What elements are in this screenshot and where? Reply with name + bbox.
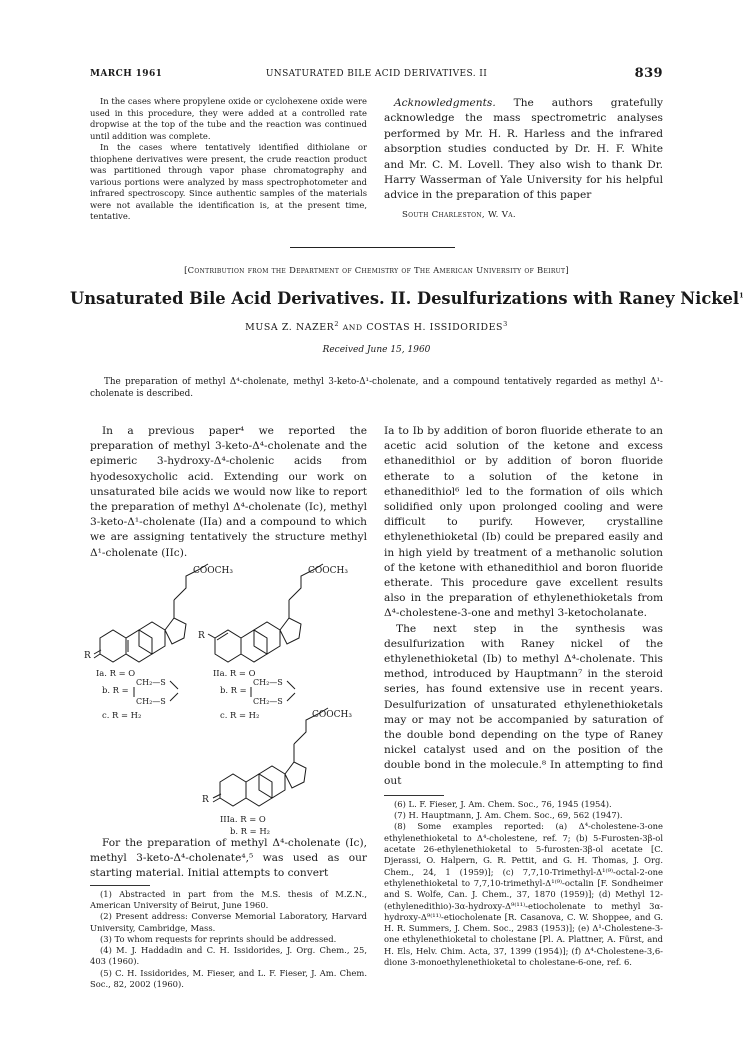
body-paragraph: For the preparation of methyl Δ⁴-cholenate (Ic), methyl 3-keto-Δ⁴-cholenate⁴,⁵ was used as our starting material. Initial attempts to convert xyxy=(90,837,367,880)
author-name: COSTAS H. ISSIDORIDES xyxy=(366,322,504,333)
structure-iii-r-label: R xyxy=(202,795,209,805)
footnote: (8) Some examples reported: (a) Δ⁴-cholestene-3-one ethylenethioketal to Δ⁴-cholestene, ref. 7; (b) 5-Furosten-3β-ol acetate 26-ethylenethioketal to 5-furosten-3β-ol acetate [C. Djerassi, O. Halpern, G. R. Pettit, and G. H. Thomas, J. Org. Chem., 24, 1 (1959)]; (c) 7,7,10-Trimethyl-Δ¹⁽⁹⁾-octal-2-one ethylenethioketal to 7,7,10-trimethyl-Δ¹⁽⁹⁾-octalin [F. Sondheimer and S. Wolfe, Can. J. Chem., 37, 1870 (1959)]; (d) Methyl 12-(ethylenedithio)-3α-hydroxy-Δ⁹⁽¹¹⁾-etiocholenate to methyl 3α-hydroxy-Δ⁹⁽¹¹⁾-etiocholenate [R. Casanova, C. W. Shoppee, and G. H. R. Summers, J. Chem. Soc., 2983 (1953)]; (e) Δ¹-Cholestene-3-one ethylenethioketal to cholestane [Pl. A. Plattner, A. Fürst, and H. Els, Helv. Chim. Acta, 37, 1399 (1954)]; (f) Δ⁴-Cholestene-3,6-dione 3-monoethylenethioketal to cholestane-6-one, ref. 6. xyxy=(384,821,663,968)
experimental-notes xyxy=(90,96,367,223)
structure-iii-label-b: b. R = H₂ xyxy=(230,826,270,836)
structure-iii-substituent: COOCH₃ xyxy=(312,710,352,720)
left-column-bottom xyxy=(90,836,367,990)
structure-ii-skeleton xyxy=(208,564,323,662)
footnote: (4) M. J. Haddadin and C. H. Issidorides, J. Org. Chem., 25, 403 (1960). xyxy=(90,945,367,967)
acknowledgments-section xyxy=(384,96,663,220)
structure-iii-label-a: IIIa. R = O xyxy=(220,814,266,824)
title-footnote-mark: 1 xyxy=(739,291,744,300)
structure-i-label-b: b. R = xyxy=(102,685,129,695)
structure-i-skeleton xyxy=(94,564,208,662)
body-paragraph: The next step in the synthesis was desulfurization with Raney nickel of the ethylenethioketal (Ib) to methyl Δ⁴-cholenate. This method, introduced by Hauptmann⁷ in the steroid series, has found extensive use in recent years. Desulfurization of unsaturated ethylenethioketals may or may not be accompanied by saturation of the double bond depending on the type of Raney nickel catalyst used and on the position of the double bond in the molecule.⁸ In attempting to find out xyxy=(384,622,663,787)
abstract xyxy=(90,376,663,401)
author-footnote-mark: 2 xyxy=(334,319,340,328)
right-footnotes xyxy=(384,799,663,968)
footnote: (7) H. Hauptmann, J. Am. Chem. Soc., 69, 562 (1947). xyxy=(394,810,623,821)
running-head-date: MARCH 1961 xyxy=(90,69,163,79)
author-conjunction: AND xyxy=(342,323,363,332)
running-head xyxy=(90,66,663,86)
structure-ii-label-b: b. R = xyxy=(220,685,247,695)
section-divider xyxy=(290,247,455,248)
structure-i-label-c: c. R = H₂ xyxy=(102,710,142,720)
footnote: (2) Present address: Converse Memorial Laboratory, Harvard University, Cambridge, Mass. xyxy=(90,911,367,933)
abstract-text: The preparation of methyl Δ⁴-cholenate, methyl 3-keto-Δ¹-cholenate, and a compound tentatively regarded as methyl Δ¹-cholenate is described. xyxy=(90,377,663,400)
body-paragraph: In a previous paper⁴ we reported the preparation of methyl 3-keto-Δ⁴-cholenate and the epimeric 3-hydroxy-Δ⁴-cholenic acids from hyodesoxycholic acid. Extending our work on unsaturated bile acids we would now like to report the preparation of methyl Δ⁴-cholenate (Ic), methyl 3-keto-Δ¹-cholenate (IIa) and a compound to which we are assigning tentatively the structure methyl Δ¹-cholenate (IIc). xyxy=(90,425,367,559)
running-head-title: UNSATURATED BILE ACID DERIVATIVES. II xyxy=(265,69,488,79)
footnote: (5) C. H. Issidorides, M. Fieser, and L. F. Fieser, J. Am. Chem. Soc., 82, 2002 (1960). xyxy=(90,967,367,989)
intro-text xyxy=(90,424,367,561)
structure-ii-label-a: IIa. R = O xyxy=(213,668,256,678)
structure-i-substituent: COOCH₃ xyxy=(193,566,233,576)
contribution-line: [Contribution from the Department of Chemistry of The American University of Beirut] xyxy=(184,265,569,275)
structure-ii-label-c: c. R = H₂ xyxy=(220,710,260,720)
structure-ii-substituent: COOCH₃ xyxy=(308,566,348,576)
structure-i-label-a: Ia. R = O xyxy=(96,668,136,678)
affiliation-place: South Charleston, W. Va. xyxy=(402,209,516,220)
author-name: MUSA Z. NAZER xyxy=(245,322,335,333)
author-line xyxy=(90,319,663,333)
footnote-divider xyxy=(384,795,444,796)
structure-ii-dithio-bottom: CH₂—S xyxy=(253,697,283,706)
note-paragraph: In the cases where tentatively identified dithiolane or thiophene derivatives were present, the crude reaction product was partitioned through vapor phase chromatography and various portions were analyzed by mass spectrophotometer and infrared spectroscopy. Since authentic samples of the materials were not available the identification is, at the present time, tentative. xyxy=(90,142,367,221)
structure-i-dithio-bottom: CH₂—S xyxy=(136,697,166,706)
footnote-divider xyxy=(90,885,150,886)
acknowledgments-heading: Acknowledgments. xyxy=(394,97,496,109)
structure-iii-skeleton xyxy=(213,708,328,806)
structure-diagrams xyxy=(84,552,367,837)
footnote: (1) Abstracted in part from the M.S. thesis of M.Z.N., American University of Beirut, June 1960. xyxy=(90,888,367,910)
page-number: 839 xyxy=(634,66,663,81)
note-paragraph: In the cases where propylene oxide or cyclohexene oxide were used in this procedure, they were added at a controlled rate dropwise at the top of the tube and the reaction was continued until addition was complete. xyxy=(90,96,367,141)
acknowledgments-text: The authors gratefully acknowledge the mass spectrometric analyses performed by Mr. H. R. Harless and the infrared absorption studies conducted by Dr. H. F. White and Mr. C. M. Lovell. They also wish to thank Dr. Harry Wasserman of Yale University for his helpful advice in the preparation of this paper xyxy=(384,97,663,202)
footnote: (3) To whom requests for reprints should be addressed. xyxy=(100,933,337,944)
left-footnotes xyxy=(90,889,367,991)
structure-ii-r-label: R xyxy=(198,631,205,641)
author-footnote-mark: 3 xyxy=(503,319,508,328)
article-title xyxy=(70,289,744,308)
right-column xyxy=(384,424,663,968)
article-title-text: Unsaturated Bile Acid Derivatives. II. Desulfurizations with Raney Nickel xyxy=(70,289,740,308)
steroid-structures xyxy=(84,552,367,837)
acknowledgments-paragraph xyxy=(384,96,663,204)
structure-i-r-label: R xyxy=(84,651,91,661)
structure-i-dithio-top: CH₂—S xyxy=(136,678,166,687)
structure-ii-dithio-top: CH₂—S xyxy=(253,678,283,687)
body-paragraph: Ia to Ib by addition of boron fluoride etherate to an acetic acid solution of the ketone and excess ethanedithiol or by addition of boron fluoride etherate to a solution of the ketone in ethanedithiol⁶ led to the formation of oils which solidified only upon prolonged cooling and were difficult to purify. However, crystalline ethylenethioketal (Ib) could be prepared easily and in high yield by treatment of a methanolic solution of the ketone with ethanedithiol and boron fluoride etherate. This procedure gave excellent results also in the preparation of ethylenethioketals from Δ⁴-cholestene-3-one and methyl 3-ketocholanate. xyxy=(384,425,663,620)
received-date: Received June 15, 1960 xyxy=(322,345,431,355)
footnote: (6) L. F. Fieser, J. Am. Chem. Soc., 76, 1945 (1954). xyxy=(394,798,612,809)
